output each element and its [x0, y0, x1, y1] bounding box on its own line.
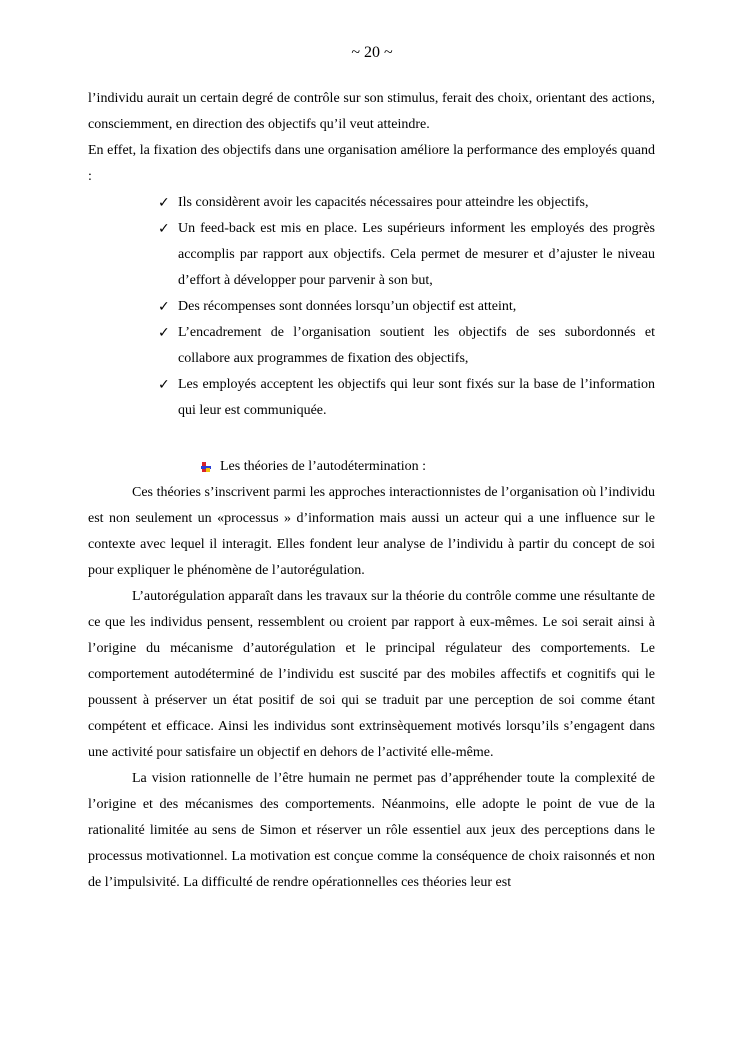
check-mark-icon: ✓ [158, 377, 170, 393]
objectives-checklist [88, 190, 655, 424]
list-item-text: Ils considèrent avoir les capacités nécessaires pour atteindre les objectifs, [178, 195, 589, 210]
check-mark-icon: ✓ [158, 325, 170, 341]
check-mark-icon: ✓ [158, 299, 170, 315]
list-item-text: Des récompenses sont données lorsqu’un objectif est atteint, [178, 299, 517, 314]
section-heading-text: Les théories de l’autodétermination : [220, 459, 427, 474]
page-number: ~ 20 ~ [351, 44, 393, 61]
section-heading [88, 454, 655, 480]
check-mark-icon: ✓ [158, 195, 170, 211]
list-item [158, 294, 655, 320]
list-item [158, 320, 655, 372]
list-item [158, 372, 655, 424]
document-body [88, 86, 655, 896]
paragraph: La vision rationnelle de l’être humain ne permet pas d’appréhender toute la complexité de l’origine et des mécanismes des comportements. Néanmoins, elle adopte le point de vue de la rationalité limitée au sens de Simon et réserver un rôle essentiel aux jeux des perceptions dans le processus motivationnel. La motivation est conçue comme la conséquence de choix raisonnés et non de l’impulsivité. La difficulté de rendre opérationnelles ces théories leur est [88, 771, 655, 890]
list-item-text: Un feed-back est mis en place. Les supérieurs informent les employés des progrès accomplis par rapport aux objectifs. Cela permet de mesurer et d’ajuster le niveau d’effort à développer pour parvenir à son but, [178, 221, 655, 288]
list-item-text: Les employés acceptent les objectifs qui leur sont fixés sur la base de l’information qui leur est communiquée. [178, 377, 655, 418]
list-item-text: L’encadrement de l’organisation soutient les objectifs de ses subordonnés et collabore aux programmes de fixation des objectifs, [178, 325, 655, 366]
colored-bullet-icon [200, 461, 212, 473]
intro-line: En effet, la fixation des objectifs dans une organisation améliore la performance des employés quand : [88, 143, 655, 184]
paragraph: L’autorégulation apparaît dans les travaux sur la théorie du contrôle comme une résultante de ce que les individus pensent, ressemblent ou croient par rapport à eux-mêmes. Le soi serait ainsi à l’origine du mécanisme d’autorégulation et le principal régulateur des comportements. Le comportement autodéterminé de l’individu est suscité par des mobiles affectifs et cognitifs qui le poussent à préserver un état positif de soi qui se traduit par une perception de soi comme étant compétent et efficace. Ainsi les individus sont extrinsèquement motivés lorsqu’ils s’engagent dans une activité pour satisfaire un objectif en dehors de l’activité elle-même. [88, 589, 655, 760]
list-item [158, 216, 655, 294]
intro-line: l’individu aurait un certain degré de contrôle sur son stimulus, ferait des choix, orientant des actions, consciemment, en direction des objectifs qu’il veut atteindre. [88, 91, 655, 132]
list-item [158, 190, 655, 216]
paragraph: Ces théories s’inscrivent parmi les approches interactionnistes de l’organisation où l’individu est non seulement un «processus » d’information mais aussi un acteur qui a une influence sur le contexte avec lequel il interagit. Elles fondent leur analyse de l’individu à partir du concept de soi pour expliquer le phénomène de l’autorégulation. [88, 485, 655, 578]
check-mark-icon: ✓ [158, 221, 170, 237]
